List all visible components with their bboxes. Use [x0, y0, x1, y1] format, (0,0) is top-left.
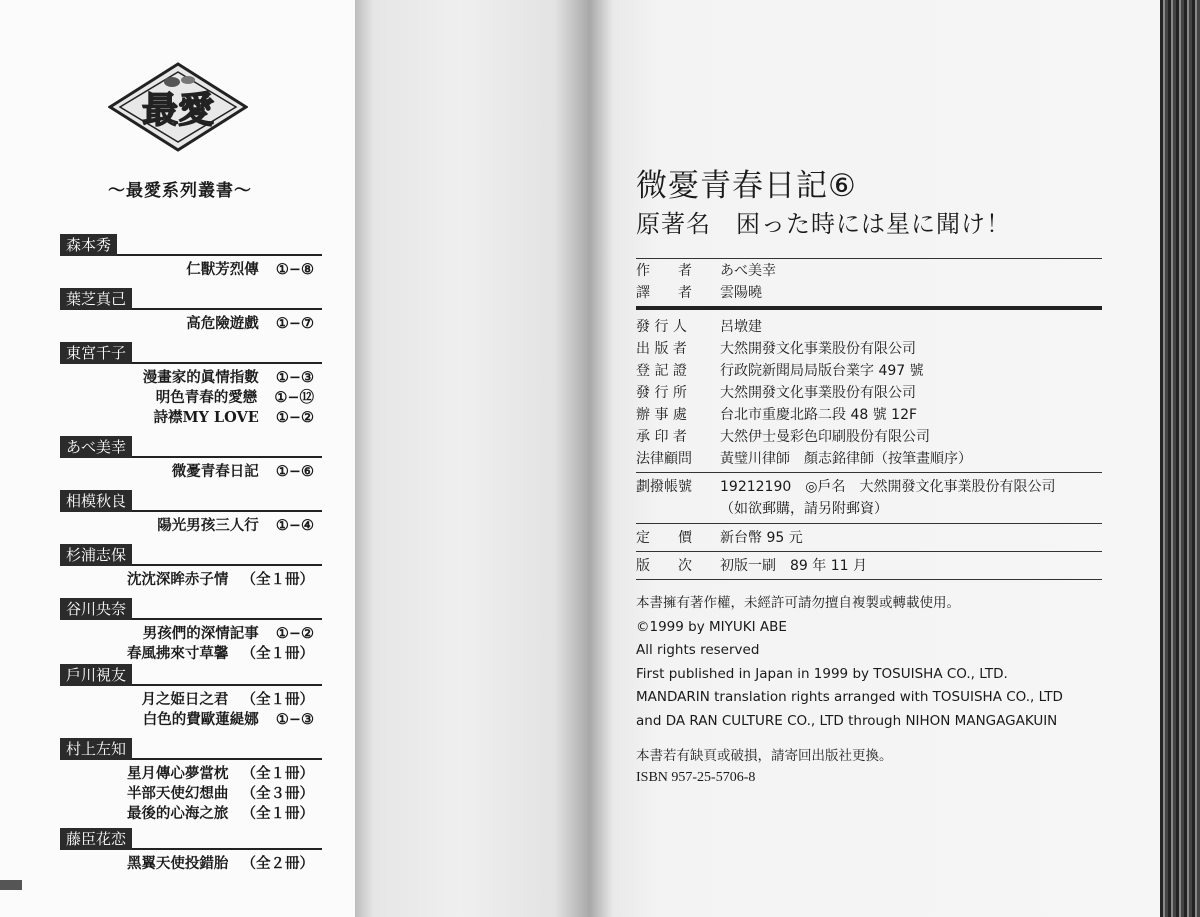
defect-notice: 本書若有缺頁或破損，請寄回出版社更換。	[636, 748, 893, 764]
book-title: 漫畫家的眞情指數	[142, 369, 259, 386]
book-title: 高危險遊戲	[186, 315, 259, 332]
divider	[636, 472, 1102, 473]
book-volumes: （全１冊）	[241, 571, 314, 588]
book-volumes: ①−⑫	[274, 389, 314, 406]
notice-line: First published in Japan in 1999 by TOSUISHA CO., LTD.	[636, 665, 1008, 682]
author-block	[60, 738, 322, 824]
notice-line: All rights reserved	[636, 642, 760, 658]
author-name: 葉芝真己	[60, 288, 132, 310]
isbn: ISBN 957-25-5706-8	[636, 770, 756, 785]
series-logo	[108, 62, 248, 152]
publisher-row: 出 版 者 大然開發文化事業股份有限公司	[636, 341, 916, 357]
book-volumes: ①−③	[275, 711, 314, 728]
book-entry	[60, 784, 322, 804]
book-title: 明色青春的愛戀	[155, 389, 258, 406]
book-volumes: （全３冊）	[241, 785, 314, 802]
book-entry	[60, 314, 322, 334]
book-edge-right	[1160, 0, 1200, 917]
book-title: 最後的心海之旅	[126, 805, 229, 822]
book-entry	[60, 764, 322, 784]
book-title-heading: 微憂青春日記⑥	[636, 168, 857, 204]
author-value: あべ美幸	[720, 263, 776, 279]
book-volumes: （全１冊）	[241, 765, 314, 782]
notice-line: and DA RAN CULTURE CO., LTD through NIHON MANGAGAKUIN	[636, 712, 1058, 729]
price-label: 定 價	[636, 530, 692, 546]
divider-thick	[636, 306, 1102, 310]
author-name: 藤臣花恋	[60, 828, 132, 850]
book-entry	[60, 462, 322, 482]
book-volumes: ①−②	[275, 625, 314, 642]
blank-page	[355, 0, 590, 917]
author-block	[60, 288, 322, 334]
author-block	[60, 490, 322, 536]
book-title: 沈沈深眸赤子情	[126, 571, 229, 588]
author-block	[60, 436, 322, 482]
book-volumes: （全１冊）	[241, 691, 314, 708]
edition-value: 初版一刷 89 年 11 月	[720, 558, 867, 574]
translator-label: 譯 者	[636, 285, 692, 301]
author-name: 戶川視友	[60, 664, 132, 686]
publisher-row: 辦 事 處 台北市重慶北路二段 48 號 12F	[636, 407, 918, 423]
book-entry	[60, 516, 322, 536]
publisher-row: 發 行 人 呂墩建	[636, 319, 762, 335]
publisher-row: 登 記 證 行政院新聞局局版台業字 497 號	[636, 363, 924, 379]
book-volumes: ①−④	[275, 517, 314, 534]
book-entry	[60, 260, 322, 280]
defect-notice-block	[636, 746, 1156, 788]
series-title: 〜最愛系列叢書〜	[108, 181, 252, 201]
publisher-row: 承 印 者 大然伊士曼彩色印刷股份有限公司	[636, 429, 930, 445]
book-title: 仁獸芳烈傳	[186, 261, 259, 278]
translator-value: 雲陽曉	[720, 285, 762, 301]
book-volumes: ①−⑧	[275, 261, 314, 278]
edition-label: 版 次	[636, 558, 692, 574]
author-name: 谷川央奈	[60, 598, 132, 620]
book-entry	[60, 408, 322, 428]
book-volumes: （全１冊）	[241, 645, 314, 662]
author-block	[60, 664, 322, 730]
book-entry	[60, 624, 322, 644]
book-title: 黑翼天使投錯胎	[126, 855, 229, 872]
book-entry	[60, 368, 322, 388]
book-volumes: ①−②	[275, 409, 314, 426]
author-block	[60, 828, 322, 874]
author-name: あべ美幸	[60, 436, 132, 458]
book-title: 男孩們的深情記事	[142, 625, 259, 642]
notice-line: 本書擁有著作權，未經許可請勿擅自複製或轉載使用。	[636, 595, 960, 611]
notice-line: MANDARIN translation rights arranged with TOSUISHA CO., LTD	[636, 689, 1063, 705]
author-block	[60, 598, 322, 664]
postal-account: 19212190 ◎戶名 大然開發文化事業股份有限公司	[720, 479, 1056, 495]
publisher-row: 發 行 所 大然開發文化事業股份有限公司	[636, 385, 916, 401]
author-name: 相模秋良	[60, 490, 132, 512]
divider	[636, 551, 1102, 552]
author-block	[60, 342, 322, 428]
author-name: 杉浦志保	[60, 544, 132, 566]
book-entry	[60, 644, 322, 664]
credits-block	[636, 258, 1102, 580]
author-block	[60, 234, 322, 280]
book-entry	[60, 388, 322, 408]
original-title: 原著名 困った時には星に聞け！	[636, 210, 1011, 238]
book-title: 星月傳心夢當枕	[126, 765, 229, 782]
book-title: 白色的費歐蓮緹娜	[142, 711, 259, 728]
book-entry	[60, 854, 322, 874]
author-name: 東宮千子	[60, 342, 132, 364]
book-volumes: （全２冊）	[241, 855, 314, 872]
book-entry	[60, 804, 322, 824]
book-entry	[60, 570, 322, 590]
book-entry	[60, 690, 322, 710]
book-title: 半部天使幻想曲	[126, 785, 229, 802]
book-volumes: ①−⑥	[275, 463, 314, 480]
copyright-notice	[636, 592, 1156, 733]
book-volumes: （全１冊）	[241, 805, 314, 822]
author-label: 作 者	[636, 263, 692, 279]
publisher-row: 法律顧問 黃璧川律師 顏志銘律師（按筆畫順序）	[636, 451, 972, 467]
book-title: 微憂青春日記	[171, 463, 259, 480]
book-entry	[60, 710, 322, 730]
book-title: 詩襟MY LOVE	[153, 409, 259, 426]
book-volumes: ①−③	[275, 369, 314, 386]
divider	[636, 579, 1102, 580]
book-volumes: ①−⑦	[275, 315, 314, 332]
price-value: 新台幣 95 元	[720, 530, 803, 546]
logo-text: 最愛	[141, 89, 215, 131]
notice-line: ©1999 by MIYUKI ABE	[636, 618, 787, 635]
divider	[636, 258, 1102, 259]
scan-corner-mark	[0, 880, 22, 890]
author-name: 村上左知	[60, 738, 132, 760]
divider	[636, 523, 1102, 524]
left-page	[0, 0, 355, 917]
postal-label: 劃撥帳號	[636, 479, 692, 495]
book-title: 月之姫日之君	[141, 691, 229, 708]
postal-note: （如欲郵購，請另附郵資）	[720, 501, 888, 517]
book-title: 陽光男孩三人行	[157, 517, 259, 534]
author-name: 森本秀	[60, 234, 117, 256]
author-block	[60, 544, 322, 590]
book-title: 春風拂來寸草馨	[126, 645, 229, 662]
